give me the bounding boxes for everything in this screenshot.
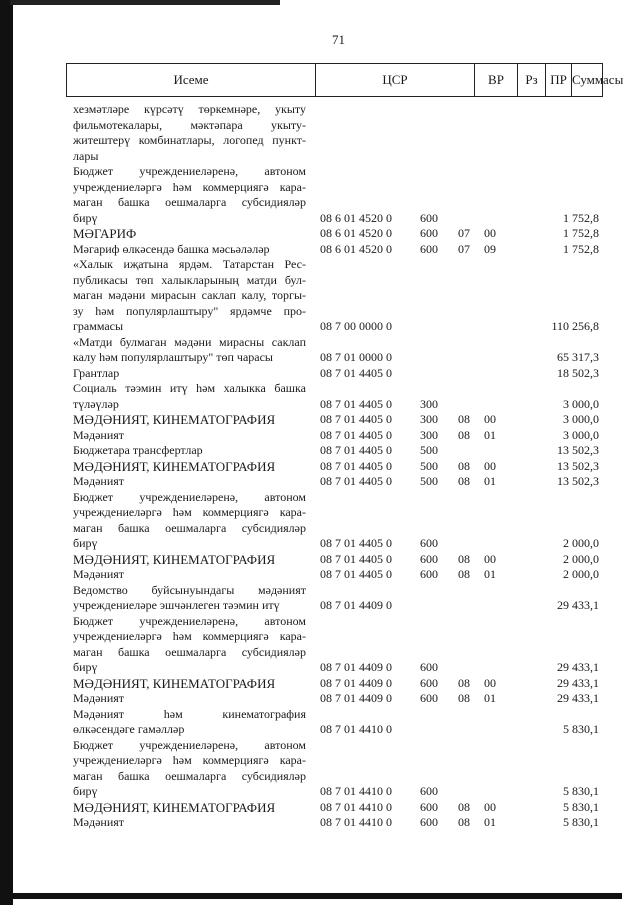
row-sum: 29 433,1	[557, 598, 599, 612]
row-vr: 600	[420, 691, 438, 705]
row-vr: 300	[420, 396, 438, 411]
row-vr: 600	[420, 551, 438, 566]
row-name-line: маган башка оешмаларга субсидияләр	[73, 195, 306, 209]
row-pr: 00	[484, 458, 496, 473]
row-vr: 300	[420, 412, 438, 426]
row-name-line: бирү	[73, 784, 98, 798]
row-vr: 600	[420, 660, 438, 674]
row-sum: 3 000,0	[563, 427, 599, 442]
row-csr: 08 7 01 4405 0	[320, 443, 392, 457]
table-row	[0, 335, 640, 366]
row-name	[73, 707, 306, 738]
row-csr: 08 7 01 4409 0	[320, 691, 392, 705]
row-name-line: житештерү комбинатлары, логопед пункт-	[73, 133, 306, 147]
row-name-line: маган мәдәни мирасын саклап калу, торгы-	[73, 288, 306, 302]
table-row	[0, 815, 640, 831]
row-csr: 08 7 01 0000 0	[320, 350, 392, 364]
row-name-line: Бюджет учреждениеләренә, автоном	[73, 164, 306, 178]
row-name	[73, 164, 306, 226]
row-csr: 08 7 01 4405 0	[320, 365, 392, 380]
table-row	[0, 412, 640, 428]
table-row	[0, 552, 640, 568]
row-pr: 01	[484, 474, 496, 488]
table-row	[0, 428, 640, 444]
header-vr: ВР	[474, 64, 517, 96]
row-sum: 13 502,3	[557, 443, 599, 457]
row-name-line: түләүләр	[73, 396, 119, 411]
row-name	[73, 583, 306, 614]
row-csr: 08 7 01 4405 0	[320, 536, 392, 550]
table-row	[0, 164, 640, 226]
table-body	[0, 102, 640, 831]
row-name	[73, 552, 306, 568]
row-pr: 01	[484, 691, 496, 705]
row-name-line: учреждениеләргә һәм коммерциягә кара-	[73, 505, 306, 519]
row-name-line: учреждениеләргә һәм коммерциягә кара-	[73, 629, 306, 643]
row-name-line: Мәдәният	[73, 815, 125, 829]
row-rz: 08	[458, 458, 470, 473]
header-name: Исеме	[173, 72, 209, 87]
table-row	[0, 707, 640, 738]
row-sum: 5 830,1	[563, 815, 599, 829]
header-rz: Рз	[517, 64, 545, 96]
scan-edge-top	[10, 0, 280, 5]
row-name	[73, 242, 306, 258]
row-name-line: Мәдәният	[73, 691, 125, 705]
row-csr: 08 7 01 4410 0	[320, 815, 392, 829]
row-name	[73, 412, 306, 428]
row-rz: 08	[458, 427, 470, 442]
row-name	[73, 257, 306, 335]
row-name	[73, 676, 306, 692]
row-vr: 600	[420, 675, 438, 690]
row-vr: 600	[420, 784, 438, 798]
row-name	[73, 490, 306, 552]
row-sum: 3 000,0	[563, 396, 599, 411]
row-name	[73, 428, 306, 444]
row-sum: 110 256,8	[551, 319, 599, 333]
table-row	[0, 102, 640, 164]
row-name-line: маган башка оешмаларга субсидияләр	[73, 644, 306, 659]
row-name	[73, 567, 306, 583]
row-name-line: МӘДӘНИЯТ, КИНЕМАТОГРАФИЯ	[73, 551, 276, 567]
table-row	[0, 490, 640, 552]
row-sum: 18 502,3	[557, 365, 599, 380]
header-pr: ПР	[545, 64, 571, 96]
row-name	[73, 335, 306, 366]
row-csr: 08 7 01 4405 0	[320, 458, 392, 473]
row-name-line: МӘДӘНИЯТ, КИНЕМАТОГРАФИЯ	[73, 412, 276, 427]
row-sum: 1 752,8	[563, 210, 599, 225]
row-pr: 00	[484, 799, 496, 814]
row-name	[73, 815, 306, 831]
table-row	[0, 242, 640, 258]
row-sum: 13 502,3	[557, 474, 599, 488]
row-name-line: МӘДӘНИЯТ, КИНЕМАТОГРАФИЯ	[73, 799, 276, 815]
row-csr: 08 6 01 4520 0	[320, 210, 392, 225]
row-rz: 08	[458, 474, 470, 488]
table-row	[0, 459, 640, 475]
row-name-line: МӘГАРИФ	[73, 226, 137, 241]
row-csr: 08 7 01 4410 0	[320, 784, 392, 798]
row-rz: 08	[458, 412, 470, 426]
row-sum: 65 317,3	[557, 350, 599, 364]
row-sum: 2 000,0	[563, 567, 599, 581]
table-header	[66, 63, 624, 97]
row-rz: 08	[458, 799, 470, 814]
row-name	[73, 614, 306, 676]
row-csr: 08 7 01 4409 0	[320, 660, 392, 674]
row-sum: 29 433,1	[557, 675, 599, 690]
row-name-line: Бюджет учреждениеләренә, автоном	[73, 737, 306, 752]
row-name-line: Грантлар	[73, 365, 120, 380]
row-sum: 1 752,8	[563, 241, 599, 256]
row-csr: 08 6 01 4520 0	[320, 241, 392, 256]
row-name	[73, 381, 306, 412]
table-row	[0, 366, 640, 382]
row-name-line: бирү	[73, 536, 98, 550]
row-name-line: Бюджет учреждениеләренә, автоном	[73, 613, 306, 628]
row-pr: 01	[484, 567, 496, 581]
row-csr: 08 7 01 4405 0	[320, 396, 392, 411]
row-name-line: маган башка оешмаларга субсидияләр	[73, 768, 306, 783]
row-pr: 00	[484, 226, 496, 240]
row-vr: 600	[420, 241, 438, 256]
row-name-line: публикасы төп халыкларының матди бул-	[73, 272, 306, 287]
row-name-line: Мәгариф өлкәсендә башка мәсьәләләр	[73, 241, 270, 256]
row-name-line: Мәдәният	[73, 474, 125, 488]
row-sum: 5 830,1	[563, 784, 599, 798]
row-name-line: учреждениеләре эшчәнлеген тәэмин итү	[73, 598, 280, 612]
row-vr: 300	[420, 427, 438, 442]
row-csr: 08 7 01 4405 0	[320, 551, 392, 566]
row-name	[73, 366, 306, 382]
row-name-line: хезмәтләре күрсәтү төркемнәре, укыту	[73, 102, 306, 116]
row-name-line: Мәдәният	[73, 427, 125, 442]
row-rz: 08	[458, 567, 470, 581]
row-name-line: Социаль тәэмин итү һәм халыкка башка	[73, 381, 306, 395]
row-name	[73, 102, 306, 164]
row-csr: 08 7 01 4405 0	[320, 427, 392, 442]
row-sum: 29 433,1	[557, 660, 599, 674]
row-name-line: бирү	[73, 210, 98, 225]
row-pr: 01	[484, 427, 496, 442]
row-rz: 07	[458, 241, 470, 256]
row-name-line: МӘДӘНИЯТ, КИНЕМАТОГРАФИЯ	[73, 675, 276, 691]
row-vr: 500	[420, 443, 438, 457]
row-name-line: граммасы	[73, 319, 124, 333]
row-name-line: фильмотекалары, мәктәпара укыту-	[73, 117, 306, 132]
row-vr: 600	[420, 567, 438, 581]
row-name-line: өлкәсендәге гамәлләр	[73, 722, 185, 736]
row-csr: 08 7 01 4405 0	[320, 474, 392, 488]
row-name-line: Бюджет учреждениеләренә, автоном	[73, 489, 306, 504]
row-sum: 5 830,1	[563, 722, 599, 736]
row-vr: 500	[420, 458, 438, 473]
row-name-line: «Матди булмаган мәдәни мирасны саклап	[73, 334, 306, 349]
row-name-line: Мәдәният	[73, 567, 125, 581]
table-row	[0, 738, 640, 800]
row-csr: 08 7 01 4405 0	[320, 412, 392, 426]
table-row	[0, 381, 640, 412]
table-row	[0, 567, 640, 583]
row-name-line: МӘДӘНИЯТ, КИНЕМАТОГРАФИЯ	[73, 458, 276, 474]
row-name	[73, 691, 306, 707]
row-name-line: Мәдәният һәм кинематография	[73, 706, 306, 721]
row-rz: 07	[458, 226, 470, 240]
row-name-line: Бюджетара трансфертлар	[73, 443, 203, 457]
row-vr: 600	[420, 536, 438, 550]
row-name	[73, 226, 306, 242]
table-row	[0, 691, 640, 707]
row-name	[73, 738, 306, 800]
row-name-line: маган башка оешмаларга субсидияләр	[73, 520, 306, 535]
row-name-line: зу һәм популярлаштыру" ярдәмче про-	[73, 303, 306, 318]
table-row	[0, 443, 640, 459]
row-name	[73, 474, 306, 490]
row-name-line: учреждениеләргә һәм коммерциягә кара-	[73, 753, 306, 767]
row-pr: 00	[484, 551, 496, 566]
row-csr: 08 7 01 4410 0	[320, 722, 392, 736]
row-name-line: Ведомство буйсынуындагы мәдәният	[73, 582, 306, 597]
row-name	[73, 800, 306, 816]
row-sum: 13 502,3	[557, 458, 599, 473]
row-sum: 2 000,0	[563, 551, 599, 566]
row-csr: 08 6 01 4520 0	[320, 226, 392, 240]
header-csr: ЦСР	[315, 64, 474, 96]
row-vr: 600	[420, 226, 438, 240]
row-sum: 1 752,8	[563, 226, 599, 240]
row-pr: 00	[484, 675, 496, 690]
row-name-line: калу һәм популярлаштыру" төп чарасы	[73, 350, 273, 364]
row-csr: 08 7 01 4409 0	[320, 598, 392, 612]
row-sum: 29 433,1	[557, 691, 599, 705]
page-number: 71	[332, 32, 345, 47]
table-row	[0, 800, 640, 816]
row-csr: 08 7 01 4410 0	[320, 799, 392, 814]
row-vr: 600	[420, 815, 438, 829]
row-name-line: учреждениеләргә һәм коммерциягә кара-	[73, 179, 306, 194]
table-row	[0, 474, 640, 490]
row-rz: 08	[458, 551, 470, 566]
row-sum: 5 830,1	[563, 799, 599, 814]
row-vr: 500	[420, 474, 438, 488]
table-row	[0, 583, 640, 614]
scan-edge-bottom	[0, 893, 622, 899]
row-rz: 08	[458, 691, 470, 705]
table-row	[0, 614, 640, 676]
header-sum: Суммасы	[571, 64, 602, 96]
row-rz: 08	[458, 675, 470, 690]
row-name-line: «Халык иҗатына ярдәм. Татарстан Рес-	[73, 257, 306, 271]
row-name-line: лары	[73, 148, 99, 163]
row-csr: 08 7 00 0000 0	[320, 319, 392, 333]
row-sum: 2 000,0	[563, 536, 599, 550]
row-vr: 600	[420, 799, 438, 814]
table-row	[0, 676, 640, 692]
row-name	[73, 459, 306, 475]
table-row	[0, 257, 640, 335]
row-name-line: бирү	[73, 660, 98, 674]
row-pr: 01	[484, 815, 496, 829]
row-name	[73, 443, 306, 459]
row-csr: 08 7 01 4405 0	[320, 567, 392, 581]
row-pr: 09	[484, 241, 496, 256]
row-vr: 600	[420, 210, 438, 225]
row-csr: 08 7 01 4409 0	[320, 675, 392, 690]
row-sum: 3 000,0	[563, 412, 599, 426]
row-rz: 08	[458, 815, 470, 829]
table-row	[0, 226, 640, 242]
row-pr: 00	[484, 412, 496, 426]
